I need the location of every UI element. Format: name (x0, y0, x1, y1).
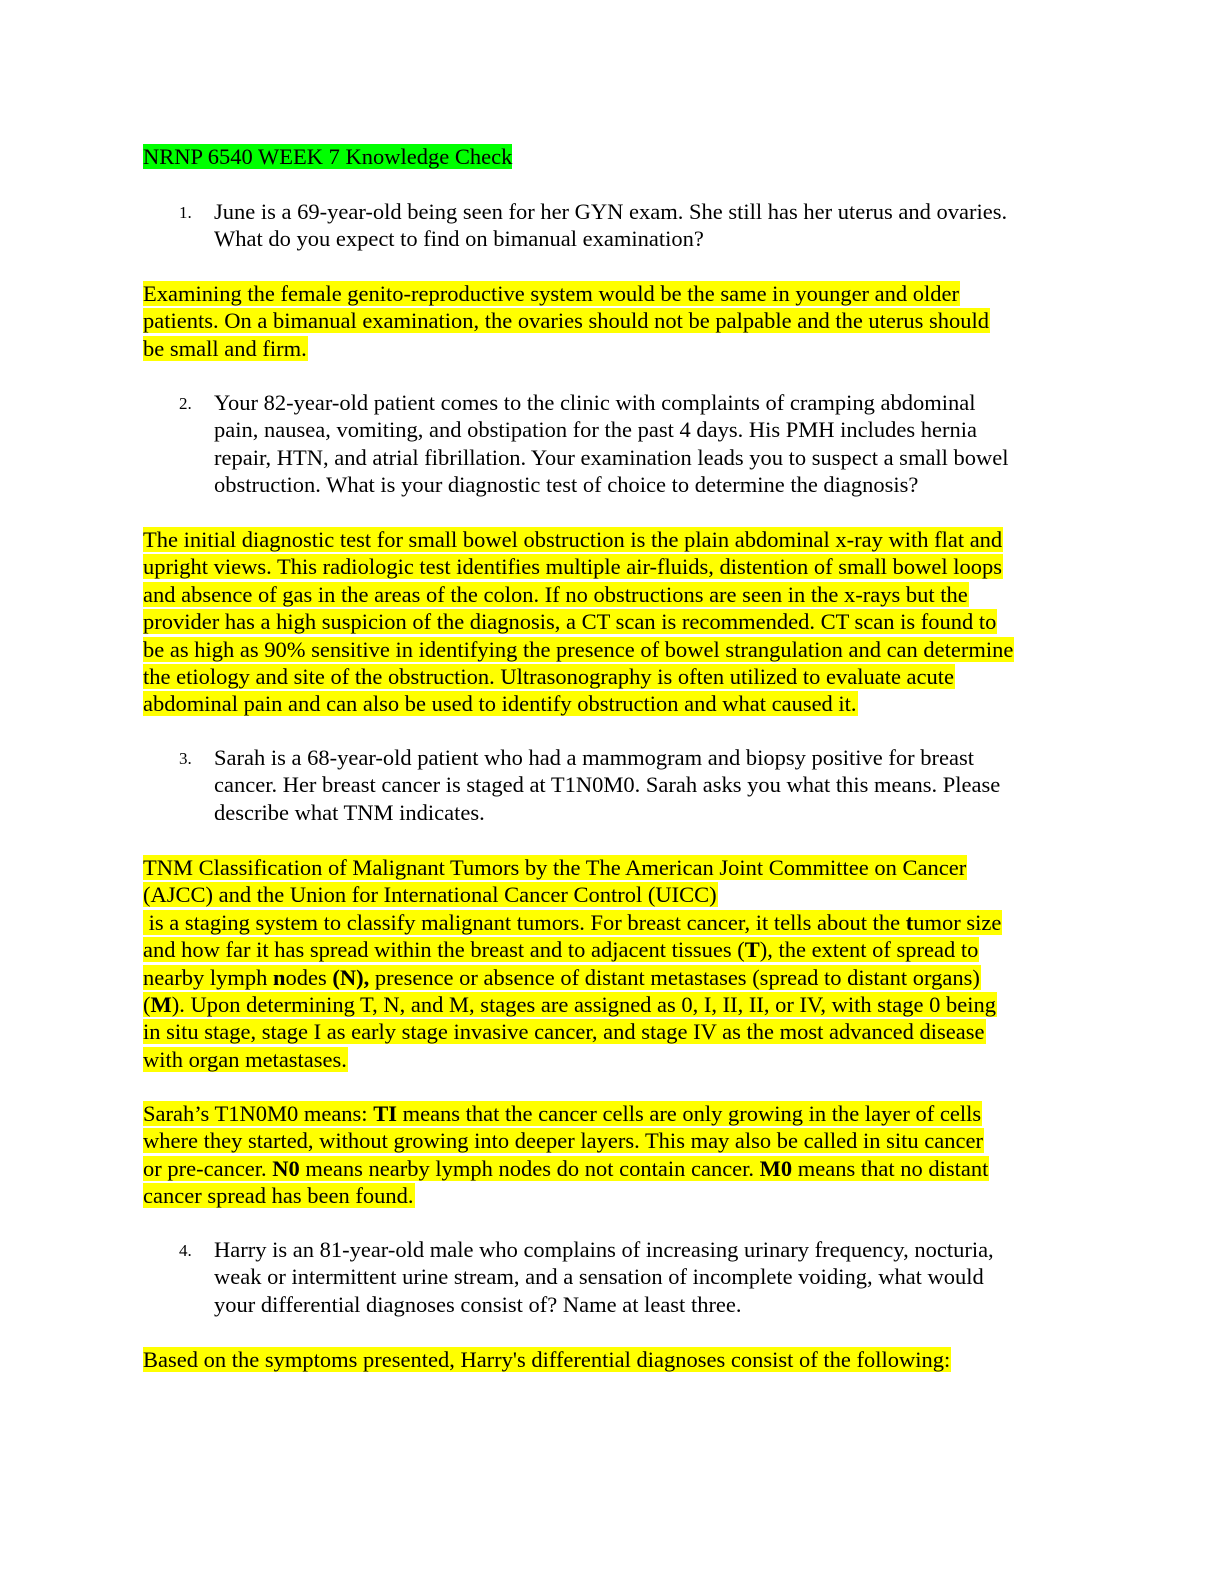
question-text (214, 389, 1083, 499)
answer-4 (143, 1346, 1078, 1373)
answer-line: and how far it has spread within the breast and to adjacent tissues (T), the extent of spread to (143, 937, 979, 963)
answer-line: be as high as 90% sensitive in identifying the presence of bowel strangulation and can determine (143, 636, 1014, 662)
answer-3 (143, 854, 1078, 1073)
question-line: obstruction. What is your diagnostic test of choice to determine the diagnosis? (214, 472, 919, 498)
question-4 (143, 1236, 1083, 1318)
answer-line: where they started, without growing into deeper layers. This may also be called in situ cancer (143, 1128, 983, 1154)
answer-line: be small and firm. (143, 335, 307, 361)
answer-2 (143, 526, 1078, 718)
question-1 (143, 198, 1083, 253)
question-line: cancer. Her breast cancer is staged at T1N0M0. Sarah asks you what this means. Please (214, 772, 1001, 798)
question-text (214, 744, 1083, 826)
answer-1 (143, 280, 1078, 362)
answer-line: The initial diagnostic test for small bowel obstruction is the plain abdominal x-ray with flat and (143, 527, 1003, 552)
answer-line: cancer spread has been found. (143, 1183, 414, 1209)
question-line: describe what TNM indicates. (214, 799, 485, 825)
question-number: 4. (179, 1241, 192, 1260)
question-line: repair, HTN, and atrial fibrillation. Your examination leads you to suspect a small bowel (214, 444, 1009, 470)
question-text (214, 1236, 1083, 1318)
answer-line: with organ metastases. (143, 1046, 347, 1072)
title-highlight: NRNP 6540 WEEK 7 Knowledge Check (143, 144, 513, 169)
question-line: Your 82-year-old patient comes to the clinic with complaints of cramping abdominal (214, 390, 976, 415)
document-title (143, 142, 512, 171)
question-3 (143, 744, 1083, 826)
question-line: pain, nausea, vomiting, and obstipation for the past 4 days. His PMH includes hernia (214, 417, 978, 443)
answer-line: patients. On a bimanual examination, the ovaries should not be palpable and the uterus should (143, 308, 990, 334)
answer-3-staging (143, 1100, 1078, 1210)
question-line: your differential diagnoses consist of? Name at least three. (214, 1291, 742, 1317)
answer-line: Examining the female genito-reproductive system would be the same in younger and older (143, 281, 960, 306)
question-text (214, 198, 1083, 253)
question-number: 3. (179, 749, 192, 768)
answer-line: provider has a high suspicion of the diagnosis, a CT scan is recommended. CT scan is found to (143, 609, 997, 635)
answer-line: Sarah’s T1N0M0 means: TI means that the cancer cells are only growing in the layer of cells (143, 1101, 982, 1126)
answer-line: (M). Upon determining T, N, and M, stages are assigned as 0, I, II, II, or IV, with stage 0 being (143, 992, 996, 1018)
answer-line: in situ stage, stage I as early stage invasive cancer, and stage IV as the most advanced disease (143, 1019, 985, 1045)
question-line: weak or intermittent urine stream, and a sensation of incomplete voiding, what would (214, 1264, 984, 1290)
answer-line: Based on the symptoms presented, Harry's differential diagnoses consist of the following: (143, 1347, 951, 1372)
answer-line: and absence of gas in the areas of the colon. If no obstructions are seen in the x-rays but the (143, 581, 968, 607)
question-number: 2. (179, 394, 192, 413)
answer-line: is a staging system to classify malignant tumors. For breast cancer, it tells about the tumor size (143, 909, 1002, 935)
question-line: Sarah is a 68-year-old patient who had a mammogram and biopsy positive for breast (214, 745, 974, 770)
answer-line: nearby lymph nodes (N), presence or absence of distant metastases (spread to distant organs) (143, 964, 980, 990)
question-line: What do you expect to find on bimanual examination? (214, 226, 704, 252)
answer-line: the etiology and site of the obstruction. Ultrasonography is often utilized to evaluate acute (143, 664, 955, 690)
question-line: Harry is an 81-year-old male who complains of increasing urinary frequency, nocturia, (214, 1237, 994, 1262)
question-line: June is a 69-year-old being seen for her GYN exam. She still has her uterus and ovaries. (214, 199, 1008, 224)
answer-line: TNM Classification of Malignant Tumors by the The American Joint Committee on Cancer (143, 855, 967, 880)
answer-line: upright views. This radiologic test identifies multiple air-fluids, distention of small bowel loops (143, 554, 1003, 580)
answer-line: or pre-cancer. N0 means nearby lymph nodes do not contain cancer. M0 means that no distant (143, 1155, 989, 1181)
answer-line: abdominal pain and can also be used to identify obstruction and what caused it. (143, 691, 857, 717)
question-number: 1. (179, 203, 192, 222)
answer-line: (AJCC) and the Union for International Cancer Control (UICC) (143, 882, 717, 908)
question-2 (143, 389, 1083, 499)
